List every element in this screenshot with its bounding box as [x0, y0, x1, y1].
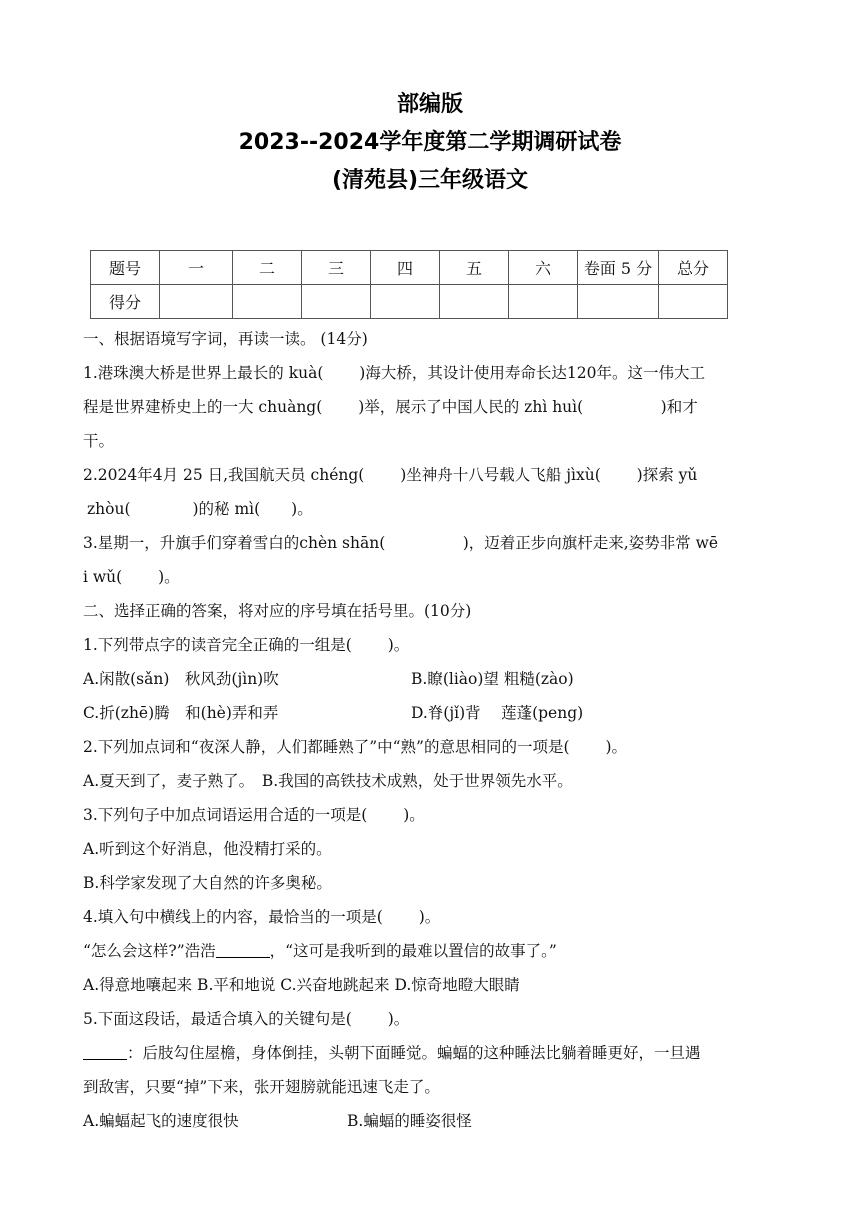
- score-cell-input[interactable]: [509, 285, 578, 319]
- section2-q2-options: A.夏天到了，麦子熟了。 B.我国的高铁技术成熟，处于世界领先水平。: [83, 772, 573, 790]
- score-cell-header: 卷面 5 分: [578, 251, 659, 285]
- section2-q3: 3.下列句子中加点词语运用合适的一项是( )。: [83, 806, 425, 824]
- score-table-header-row: [91, 251, 728, 285]
- score-table: [90, 250, 728, 319]
- option-b: B.蝙蝠的睡姿很怪: [347, 1112, 472, 1130]
- score-cell-input[interactable]: [578, 285, 659, 319]
- section2-q1: 1.下列带点字的读音完全正确的一组是( )。: [83, 636, 410, 654]
- section1-q3-line1: 3.星期一，升旗手们穿着雪白的chèn shān( )，迈着正步向旗杆走来,姿势非常 wē: [83, 534, 719, 552]
- exam-content: [83, 322, 779, 1138]
- option-b: B.瞭(liào)望 粗糙(zào): [411, 670, 574, 688]
- score-cell-header: 总分: [659, 251, 728, 285]
- section1-heading: 一、根据语境写字词，再读一读。 (14分): [83, 330, 368, 348]
- quote-part-a: “怎么会这样?”浩浩: [83, 942, 216, 960]
- exam-title: 2023--2024学年度第二学期调研试卷: [238, 130, 622, 155]
- title-block: [0, 86, 860, 200]
- section2-q5-text-line2: 到敌害，只要“掉”下来，张开翅膀就能迅速飞走了。: [83, 1078, 440, 1096]
- section2-q1-options-row2: [83, 696, 779, 730]
- score-cell-header: 二: [233, 251, 302, 285]
- section2-heading: 二、选择正确的答案，将对应的序号填在括号里。(10分): [83, 602, 472, 620]
- section2-q4: 4.填入句中横线上的内容，最恰当的一项是( )。: [83, 908, 441, 926]
- score-table-score-row: [91, 285, 728, 319]
- section2-q1-options-row1: [83, 662, 779, 696]
- option-a: A.闲散(sǎn) 秋风劲(jìn)吹: [83, 670, 279, 688]
- score-cell-label: 得分: [91, 285, 160, 319]
- section2-q5-options: [83, 1104, 779, 1138]
- score-cell-header: 六: [509, 251, 578, 285]
- score-cell-input[interactable]: [659, 285, 728, 319]
- score-cell-header: 四: [371, 251, 440, 285]
- fill-blank[interactable]: [216, 939, 270, 958]
- score-cell-header: 三: [302, 251, 371, 285]
- option-c: C.折(zhē)腾 和(hè)弄和弄: [83, 704, 279, 722]
- section2-q2: 2.下列加点词和“夜深人静，人们都睡熟了”中“熟”的意思相同的一项是( )。: [83, 738, 628, 756]
- score-cell-input[interactable]: [233, 285, 302, 319]
- section2-q3-option-b: B.科学家发现了大自然的许多奥秘。: [83, 874, 332, 892]
- section2-q4-options: A.得意地嚷起来 B.平和地说 C.兴奋地跳起来 D.惊奇地瞪大眼睛: [83, 976, 520, 994]
- subject-title: (清苑县)三年级语文: [331, 168, 529, 193]
- quote-part-b: ，“这可是我听到的最难以置信的故事了。”: [269, 942, 557, 960]
- q5-text-part-a: ：后肢勾住屋檐，身体倒挂，头朝下面睡觉。蝙蝠的这种睡法比躺着睡更好，一旦遇: [127, 1044, 701, 1062]
- option-d: D.脊(jǐ)背 莲蓬(peng): [411, 704, 584, 722]
- section2-q4-quote: [83, 934, 779, 968]
- section1-q3-line2: i wǔ( )。: [83, 568, 180, 586]
- edition-title: 部编版: [396, 92, 463, 117]
- section1-q1-line3: 干。: [83, 432, 115, 450]
- score-cell-header: 五: [440, 251, 509, 285]
- score-cell-input[interactable]: [302, 285, 371, 319]
- section2-q5-text-line1: [83, 1036, 779, 1070]
- score-cell-input[interactable]: [160, 285, 233, 319]
- section1-q1-line2: 程是世界建桥史上的一大 chuàng( )举，展示了中国人民的 zhì huì( )和才: [83, 398, 698, 416]
- section2-q3-option-a: A.听到这个好消息，他没精打采的。: [83, 840, 332, 858]
- score-cell-input[interactable]: [440, 285, 509, 319]
- score-cell-input[interactable]: [371, 285, 440, 319]
- section2-q5: 5.下面这段话，最适合填入的关键句是( )。: [83, 1010, 410, 1028]
- option-a: A.蝙蝠起飞的速度很快: [83, 1112, 239, 1130]
- section1-q1-line1: 1.港珠澳大桥是世界上最长的 kuà( )海大桥，其设计使用寿命长达120年。这一伟大工: [83, 364, 705, 382]
- section1-q2-line2: zhòu( )的秘 mì( )。: [87, 500, 313, 518]
- fill-blank[interactable]: [83, 1041, 127, 1060]
- score-cell-header: 题号: [91, 251, 160, 285]
- section1-q2-line1: 2.2024年4月 25 日,我国航天员 chéng( )坐神舟十八号载人飞船 jìxù( )探索 yǔ: [83, 466, 698, 484]
- score-cell-header: 一: [160, 251, 233, 285]
